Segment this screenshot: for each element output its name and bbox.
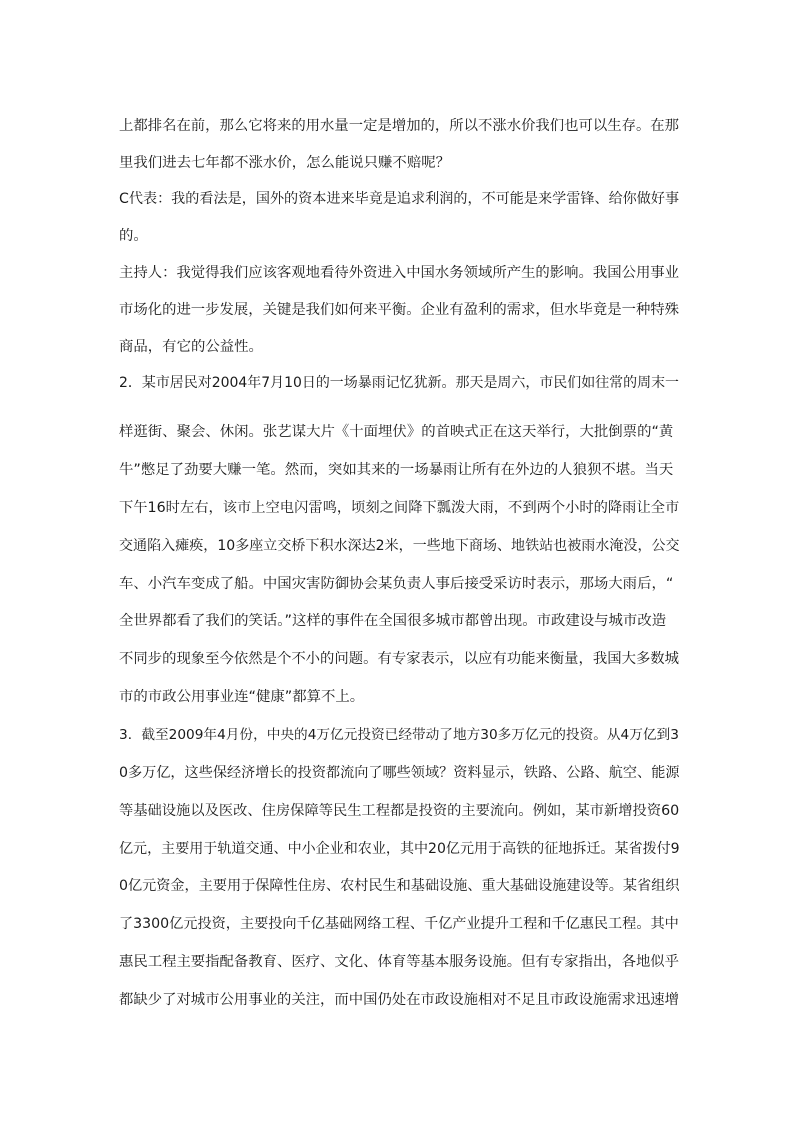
text-line: 亿元，主要用于轨道交通、中小企业和农业，其中20亿元用于高铁的征地拆迁。某省拨付9 — [119, 841, 680, 857]
text-line: 都缺少了对城市公用事业的关注，而中国仍处在市政设施相对不足且市政设施需求迅速增 — [119, 992, 680, 1008]
text-line: 下午16时左右，该市上空电闪雷鸣，顷刻之间降下瓢泼大雨，不到两个小时的降雨让全市 — [119, 500, 680, 516]
text-line: 惠民工程主要指配备教育、医疗、文化、体育等基本服务设施。但有专家指出，各地似乎 — [119, 954, 680, 970]
text-line: 等基础设施以及医改、住房保障等民生工程都是投资的主要流向。例如，某市新增投资60 — [119, 803, 680, 819]
text-line: C代表：我的看法是，国外的资本进来毕竟是追求利润的，不可能是来学雷锋、给你做好事 — [119, 191, 680, 207]
text-line: 2．某市居民对2004年7月10日的一场暴雨记忆犹新。那天是周六，市民们如往常的周末一 — [119, 375, 680, 391]
text-line: 0亿元资金，主要用于保障性住房、农村民生和基础设施、重大基础设施建设等。某省组织 — [119, 878, 680, 894]
text-line: 不同步的现象至今依然是个不小的问题。有专家表示，以应有功能来衡量，我国大多数城 — [119, 651, 680, 667]
text-line: 市场化的进一步发展，关键是我们如何来平衡。企业有盈利的需求，但水毕竟是一种特殊 — [119, 302, 680, 318]
text-line: 交通陷入瘫痪，10多座立交桥下积水深达2米，一些地下商场、地铁站也被雨水淹没，公交 — [119, 538, 680, 554]
text-line: 牛”憋足了劲要大赚一笔。然而，突如其来的一场暴雨让所有在外边的人狼狈不堪。当天 — [119, 462, 674, 478]
text-line: 样逛街、聚会、休闲。张艺谋大片《十面埋伏》的首映式正在这天举行，大批倒票的“黄 — [119, 424, 674, 440]
text-line: 3．截至2009年4月份，中央的4万亿元投资已经带动了地方30多万亿元的投资。从4万亿到3 — [119, 727, 679, 743]
text-line: 的。 — [119, 228, 148, 244]
text-line: 车、小汽车变成了船。中国灾害防御协会某负责人事后接受采访时表示，那场大雨后，“ — [119, 576, 674, 592]
text-line: 里我们进去七年都不涨水价，怎么能说只赚不赔呢？ — [119, 155, 450, 171]
text-line: 0多万亿，这些保经济增长的投资都流向了哪些领域？资料显示，铁路、公路、航空、能源 — [119, 765, 680, 781]
text-line: 全世界都看了我们的笑话。”这样的事件在全国很多城市都曾出现。市政建设与城市改造 — [119, 613, 667, 629]
text-line: 市的市政公用事业连“健康”都算不上。 — [119, 689, 365, 705]
text-line: 商品，有它的公益性。 — [119, 339, 263, 355]
text-line: 上都排名在前，那么它将来的用水量一定是增加的，所以不涨水价我们也可以生存。在那 — [119, 118, 680, 134]
text-line: 主持人：我觉得我们应该客观地看待外资进入中国水务领域所产生的影响。我国公用事业 — [119, 265, 680, 281]
text-line: 了3300亿元投资，主要投向千亿基础网络工程、千亿产业提升工程和千亿惠民工程。其中 — [119, 916, 679, 932]
